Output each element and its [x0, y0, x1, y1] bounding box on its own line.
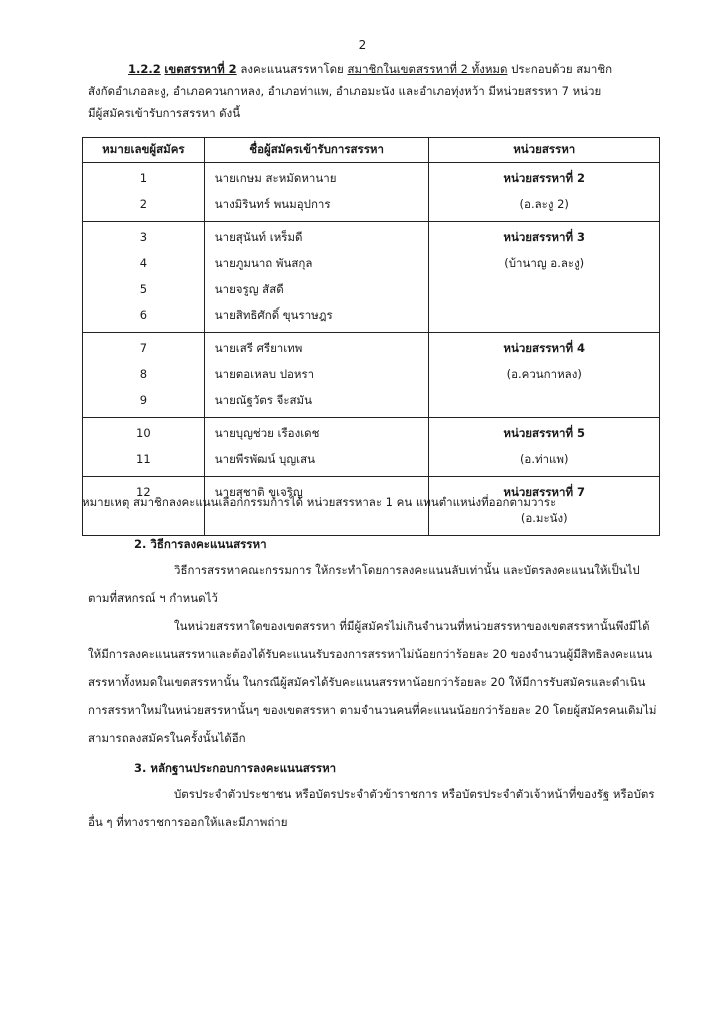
section-heading: 3. หลักฐานประกอบการลงคะแนนสรรหา	[134, 761, 337, 775]
candidate-number: 9	[139, 393, 148, 407]
candidate-number: 7	[139, 341, 148, 355]
section-voting-evidence	[88, 756, 658, 836]
unit-area: (อ.ละงู 2)	[519, 197, 569, 211]
candidate-numbers	[83, 163, 205, 222]
candidate-name: นายตอเหลบ ปอหรา	[214, 367, 315, 381]
unit-cell	[429, 222, 660, 333]
unit-cell	[429, 418, 660, 477]
table-note: หมายเหตุ สมาชิกลงคะแนนเลือกกรรมการได้ หน่วยสรรหาละ 1 คน แทนตำแหน่งที่ออกตามวาระ	[82, 495, 557, 509]
candidate-number: 3	[139, 230, 148, 244]
candidate-numbers	[83, 333, 205, 418]
unit-area: (อ.ท่าแพ)	[519, 452, 569, 466]
section-number: 1.2.2	[128, 62, 161, 76]
candidate-name: นายสุชาติ ขูเจริญ	[214, 485, 303, 499]
candidate-number: 2	[139, 197, 148, 211]
table-row	[83, 222, 660, 333]
unit-title: หน่วยสรรหาที่ 3	[503, 230, 586, 244]
intro-line1-rest: ประกอบด้วย สมาชิก	[511, 62, 613, 76]
candidate-name: นายบุญช่วย เรืองเดช	[214, 426, 320, 440]
unit-cell	[429, 163, 660, 222]
section-paragraph: วิธีการสรรหาคณะกรรมการ ให้กระทำโดยการลงคะแนนลับเท่านั้น และบัตรลงคะแนนให้เป็นไปตามที่สหกรณ์ ฯ กำหนดไว้	[88, 563, 640, 605]
unit-cell	[429, 333, 660, 418]
candidate-name: นางมิรินทร์ พนมอุปการ	[214, 197, 331, 211]
unit-title: หน่วยสรรหาที่ 4	[503, 341, 586, 355]
candidates-table	[82, 137, 660, 536]
candidate-names	[204, 163, 429, 222]
section-paragraph: บัตรประจำตัวประชาชน หรือบัตรประจำตัวข้าราชการ หรือบัตรประจำตัวเจ้าหน้าที่ของรัฐ หรือบัตรอื่น ๆ ที่ทางราชการออกให้และมีภาพถ่าย	[88, 787, 655, 829]
table-row	[83, 333, 660, 418]
candidate-name: นายเกษม สะหมัดหานาย	[214, 171, 337, 185]
unit-title: หน่วยสรรหาที่ 7	[503, 485, 586, 499]
candidate-number: 8	[139, 367, 148, 381]
candidate-number: 4	[139, 256, 148, 270]
header-unit: หน่วยสรรหา	[429, 138, 660, 163]
candidate-numbers	[83, 222, 205, 333]
candidate-name: นายณัฐวัตร จีะสมัน	[214, 393, 312, 407]
page-number: 2	[358, 38, 367, 52]
section-heading: 2. วิธีการลงคะแนนสรรหา	[134, 537, 267, 551]
unit-title: หน่วยสรรหาที่ 5	[503, 426, 586, 440]
unit-area: (อ.มะนัง)	[520, 511, 568, 525]
unit-area: (อ.ควนกาหลง)	[506, 367, 582, 381]
candidate-name: นายภูมนาถ พันสกุล	[214, 256, 313, 270]
candidate-numbers	[83, 418, 205, 477]
intro-paragraph	[88, 58, 658, 124]
unit-title: หน่วยสรรหาที่ 2	[503, 171, 586, 185]
candidate-names	[204, 333, 429, 418]
section-paragraph: ในหน่วยสรรหาใดของเขตสรรหา ที่มีผู้สมัครไม่เกินจำนวนที่หน่วยสรรหาของเขตสรรหานั้นพึงมีได้ ให้มีการลงคะแนนสรรหาและต้องได้รับคะแนนรับรองการสรรหาไม่น้อยกว่าร้อยละ 20 ของจำนวนผู้มีสิทธิลงคะแนนสรรหาทั้งหมดในเขตสรรหานั้น ในกรณีผู้สมัครได้รับคะแนนสรรหาน้อยกว่าร้อยละ 20 ให้มีการรับสมัครและดำเนินการสรรหาใหม่ในหน่วยสรรหานั้นๆ ของเขตสรรหา ตามจำนวนคนที่คะแนนน้อยกว่าร้อยละ 20 โดยผู้สมัครคนเดิมไม่สามารถลงสมัครในครั้งนั้นได้อีก	[88, 619, 657, 745]
intro-line2: สังกัดอำเภอละงู, อำเภอควนกาหลง, อำเภอท่าแพ, อำเภอมะนัง และอำเภอทุ่งหว้า มีหน่วยสรรหา 7 หน่วย	[88, 84, 602, 98]
candidate-number: 5	[139, 282, 148, 296]
candidate-name: นายจรูญ สัสดี	[214, 282, 284, 296]
table-row	[83, 418, 660, 477]
intro-line3: มีผู้สมัครเข้ารับการสรรหา ดังนี้	[88, 106, 241, 120]
section-voting-method	[88, 532, 658, 752]
intro-emphasis: สมาชิกในเขตสรรหาที่ 2 ทั้งหมด	[347, 62, 508, 76]
candidate-number: 11	[136, 452, 151, 466]
unit-area: (บ้านาญ อ.ละงู)	[504, 256, 585, 270]
candidate-name: นายสิทธิศักดิ์ ขุนราษฎร	[214, 308, 333, 322]
candidate-name: นายสุนันท์ เหร็มดี	[214, 230, 303, 244]
section-title: เขตสรรหาที่ 2	[164, 62, 237, 76]
candidate-names	[204, 418, 429, 477]
candidate-name: นายพีรพัฒน์ บุญเสน	[214, 452, 315, 466]
intro-lead: ลงคะแนนสรรหาโดย	[240, 62, 344, 76]
candidate-names	[204, 222, 429, 333]
candidate-number: 12	[136, 485, 151, 499]
candidate-number: 1	[139, 171, 148, 185]
candidate-number: 10	[136, 426, 151, 440]
header-candidate-number: หมายเลขผู้สมัคร	[83, 138, 205, 163]
candidate-name: นายเสรี ศรียาเทพ	[214, 341, 303, 355]
table-row	[83, 163, 660, 222]
header-candidate-name: ชื่อผู้สมัครเข้ารับการสรรหา	[204, 138, 429, 163]
table-header-row	[83, 138, 660, 163]
candidate-number: 6	[139, 308, 148, 322]
